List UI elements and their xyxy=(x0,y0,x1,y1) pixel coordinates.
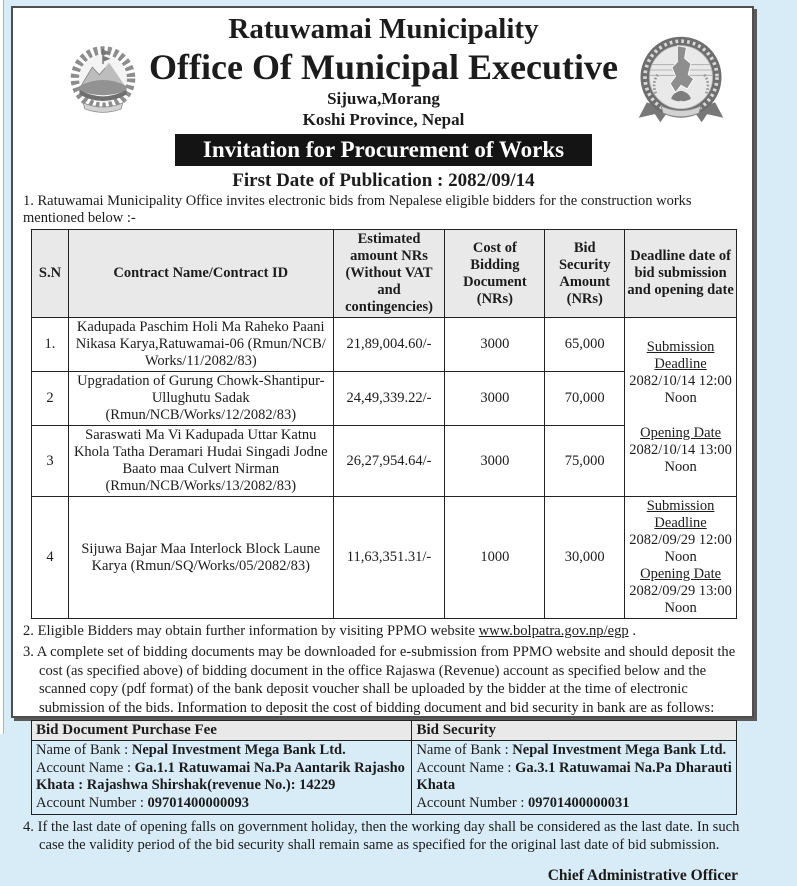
bank-name-line xyxy=(36,742,407,760)
cell-cost: 3000 xyxy=(445,372,545,426)
cell-security: 65,000 xyxy=(545,318,625,372)
cell-estimated: 24,49,339.22/- xyxy=(333,372,445,426)
banner-row xyxy=(23,134,744,166)
account-number-line xyxy=(36,795,407,813)
cell-estimated: 21,89,004.60/- xyxy=(333,318,445,372)
note-3-text: A complete set of bidding documents may be downloaded for e-submission from PPMO website and should deposit the cost (as specified above) of bidding document in the office Rajaswa (Revenue) account as specified below and the scanned copy (pdf format) of the bank deposit voucher shall be uploaded by the bidder at the time of electronic submission of the bids. Information to deposit the cost of bidding document and bid security in bank are as follows: xyxy=(36,644,736,716)
submission-deadline-label: Submission Deadline xyxy=(646,498,715,531)
table-row xyxy=(32,318,737,372)
bank-name-line xyxy=(416,742,732,760)
bank-name-value: Nepal Investment Mega Bank Ltd. xyxy=(131,742,346,758)
account-name-line xyxy=(416,760,732,795)
account-number-label: Account Number : xyxy=(416,794,525,811)
purchase-fee-account-cell xyxy=(32,741,412,815)
account-number-label: Account Number : xyxy=(36,794,144,811)
note-4-text: If the last date of opening falls on government holiday, then the working day shall be considered as the last date. In such case the validity period of the bid security shall remain same as specified for the original last date of bid submission. xyxy=(37,819,740,853)
intro-clause: 1. Ratuwamai Municipality Office invites electronic bids from Nepalese eligible bidders for the construction works mentioned below :- xyxy=(23,193,692,226)
note-3-number: 3. xyxy=(23,644,34,660)
submission-deadline-value: 2082/10/14 12:00 Noon xyxy=(629,372,732,406)
account-number-value: 09701400000031 xyxy=(527,794,630,811)
cell-cost: 3000 xyxy=(445,426,545,497)
account-name-label: Account Name : xyxy=(416,759,512,776)
col-header-bid-security: Bid Security xyxy=(412,721,737,741)
cell-cost: 1000 xyxy=(445,497,545,619)
note-4-number: 4. xyxy=(23,819,34,835)
note-2-suffix: . xyxy=(632,623,637,639)
signature-title: Chief Administrative Officer xyxy=(547,867,738,884)
deadline-cell-sq xyxy=(625,497,737,619)
table-row xyxy=(32,497,737,619)
account-name-value: Ga.1.1 Ratuwamai Na.Pa Aantarik Rajasho Khata : Rajashwa Shirshak(revenue No.): 14229 xyxy=(36,759,405,793)
account-number-line xyxy=(416,795,732,813)
account-number-value: 09701400000093 xyxy=(147,794,250,811)
bid-security-account-cell xyxy=(412,741,737,815)
account-name-label: Account Name : xyxy=(36,759,132,776)
col-header-sn: S.N xyxy=(32,230,69,318)
col-header-estimated: Estimated amount NRs (Without VAT and contingencies) xyxy=(333,230,445,318)
nepal-government-emblem-icon xyxy=(65,38,141,121)
col-header-contract: Contract Name/Contract ID xyxy=(68,230,333,318)
deadline-cell-ncb xyxy=(625,318,737,497)
note-2 xyxy=(23,622,744,640)
opening-date-label: Opening Date xyxy=(640,424,722,441)
office-name: Office Of Municipal Executive xyxy=(149,47,618,87)
submission-deadline-value: 2082/09/29 12:00 Noon xyxy=(629,532,732,565)
account-name-line xyxy=(36,760,407,795)
cell-security: 75,000 xyxy=(545,426,625,497)
bank-name-label: Name of Bank : xyxy=(36,742,129,758)
opening-date-label: Opening Date xyxy=(640,566,722,582)
cell-sn: 4 xyxy=(32,497,69,619)
province-line: Koshi Province, Nepal xyxy=(302,110,465,129)
cell-sn: 2 xyxy=(32,372,69,426)
cell-security: 70,000 xyxy=(545,372,625,426)
cell-contract-name: Kadupada Paschim Holi Ma Raheko Paani Nikasa Karya,Ratuwamai-06 (Rmun/NCB/ Works/11/2082/83) xyxy=(68,318,333,372)
opening-date-value: 2082/09/29 13:00 Noon xyxy=(629,583,732,616)
col-header-security: Bid Security Amount (NRs) xyxy=(545,230,625,318)
bank-table-body-row xyxy=(32,741,737,815)
submission-deadline-label: Submission Deadline xyxy=(646,338,715,372)
spacer xyxy=(628,407,733,425)
bank-name-label: Name of Bank : xyxy=(416,742,509,758)
bids-table-header-row xyxy=(32,230,737,318)
col-header-deadline: Deadline date of bid submission and opening date xyxy=(625,230,737,318)
col-header-cost: Cost of Bidding Document (NRs) xyxy=(445,230,545,318)
cell-contract-name: Upgradation of Gurung Chowk-Shantipur-Ullughutu Sadak (Rmun/NCB/Works/12/2082/83) xyxy=(68,372,333,426)
bids-table xyxy=(31,229,737,619)
cell-security: 30,000 xyxy=(545,497,625,619)
bank-table-header-row xyxy=(32,721,737,741)
account-name-value: Ga.3.1 Ratuwamai Na.Pa Dharauti Khata xyxy=(416,759,732,793)
tender-notice-document xyxy=(11,6,754,884)
note-2-text: Eligible Bidders may obtain further information by visiting PPMO website xyxy=(37,623,475,639)
cell-contract-name: Sijuwa Bajar Maa Interlock Block Laune Karya (Rmun/SQ/Works/05/2082/83) xyxy=(68,497,333,619)
notice-title-banner: Invitation for Procurement of Works xyxy=(175,134,592,166)
cell-contract-name: Saraswati Ma Vi Kadupada Uttar Katnu Khola Tatha Deramari Hudai Singadi Jodne Baato maa Culvert Nirman (Rmun/NCB/Works/13/2082/83) xyxy=(68,426,333,497)
cell-cost: 3000 xyxy=(445,318,545,372)
cell-sn: 3 xyxy=(32,426,69,497)
note-3 xyxy=(23,643,744,717)
publication-date: First Date of Publication : 2082/09/14 xyxy=(232,170,535,191)
page-left-edge-line xyxy=(0,0,4,734)
ppmo-website-link[interactable]: www.bolpatra.gov.np/egp xyxy=(478,623,629,639)
municipality-name: Ratuwamai Municipality xyxy=(228,13,539,45)
cell-estimated: 26,27,954.64/- xyxy=(333,426,445,497)
note-4 xyxy=(23,818,744,854)
cell-sn: 1. xyxy=(32,318,69,372)
bank-name-value: Nepal Investment Mega Bank Ltd. xyxy=(512,742,727,758)
document-header xyxy=(23,12,744,192)
note-2-number: 2. xyxy=(23,623,34,639)
col-header-purchase-fee: Bid Document Purchase Fee xyxy=(32,721,412,741)
bank-details-table xyxy=(31,720,737,815)
municipality-seal-icon xyxy=(636,34,726,138)
opening-date-value: 2082/10/14 13:00 Noon xyxy=(629,441,732,475)
address-line: Sijuwa,Morang xyxy=(327,89,440,108)
cell-estimated: 11,63,351.31/- xyxy=(333,497,445,619)
